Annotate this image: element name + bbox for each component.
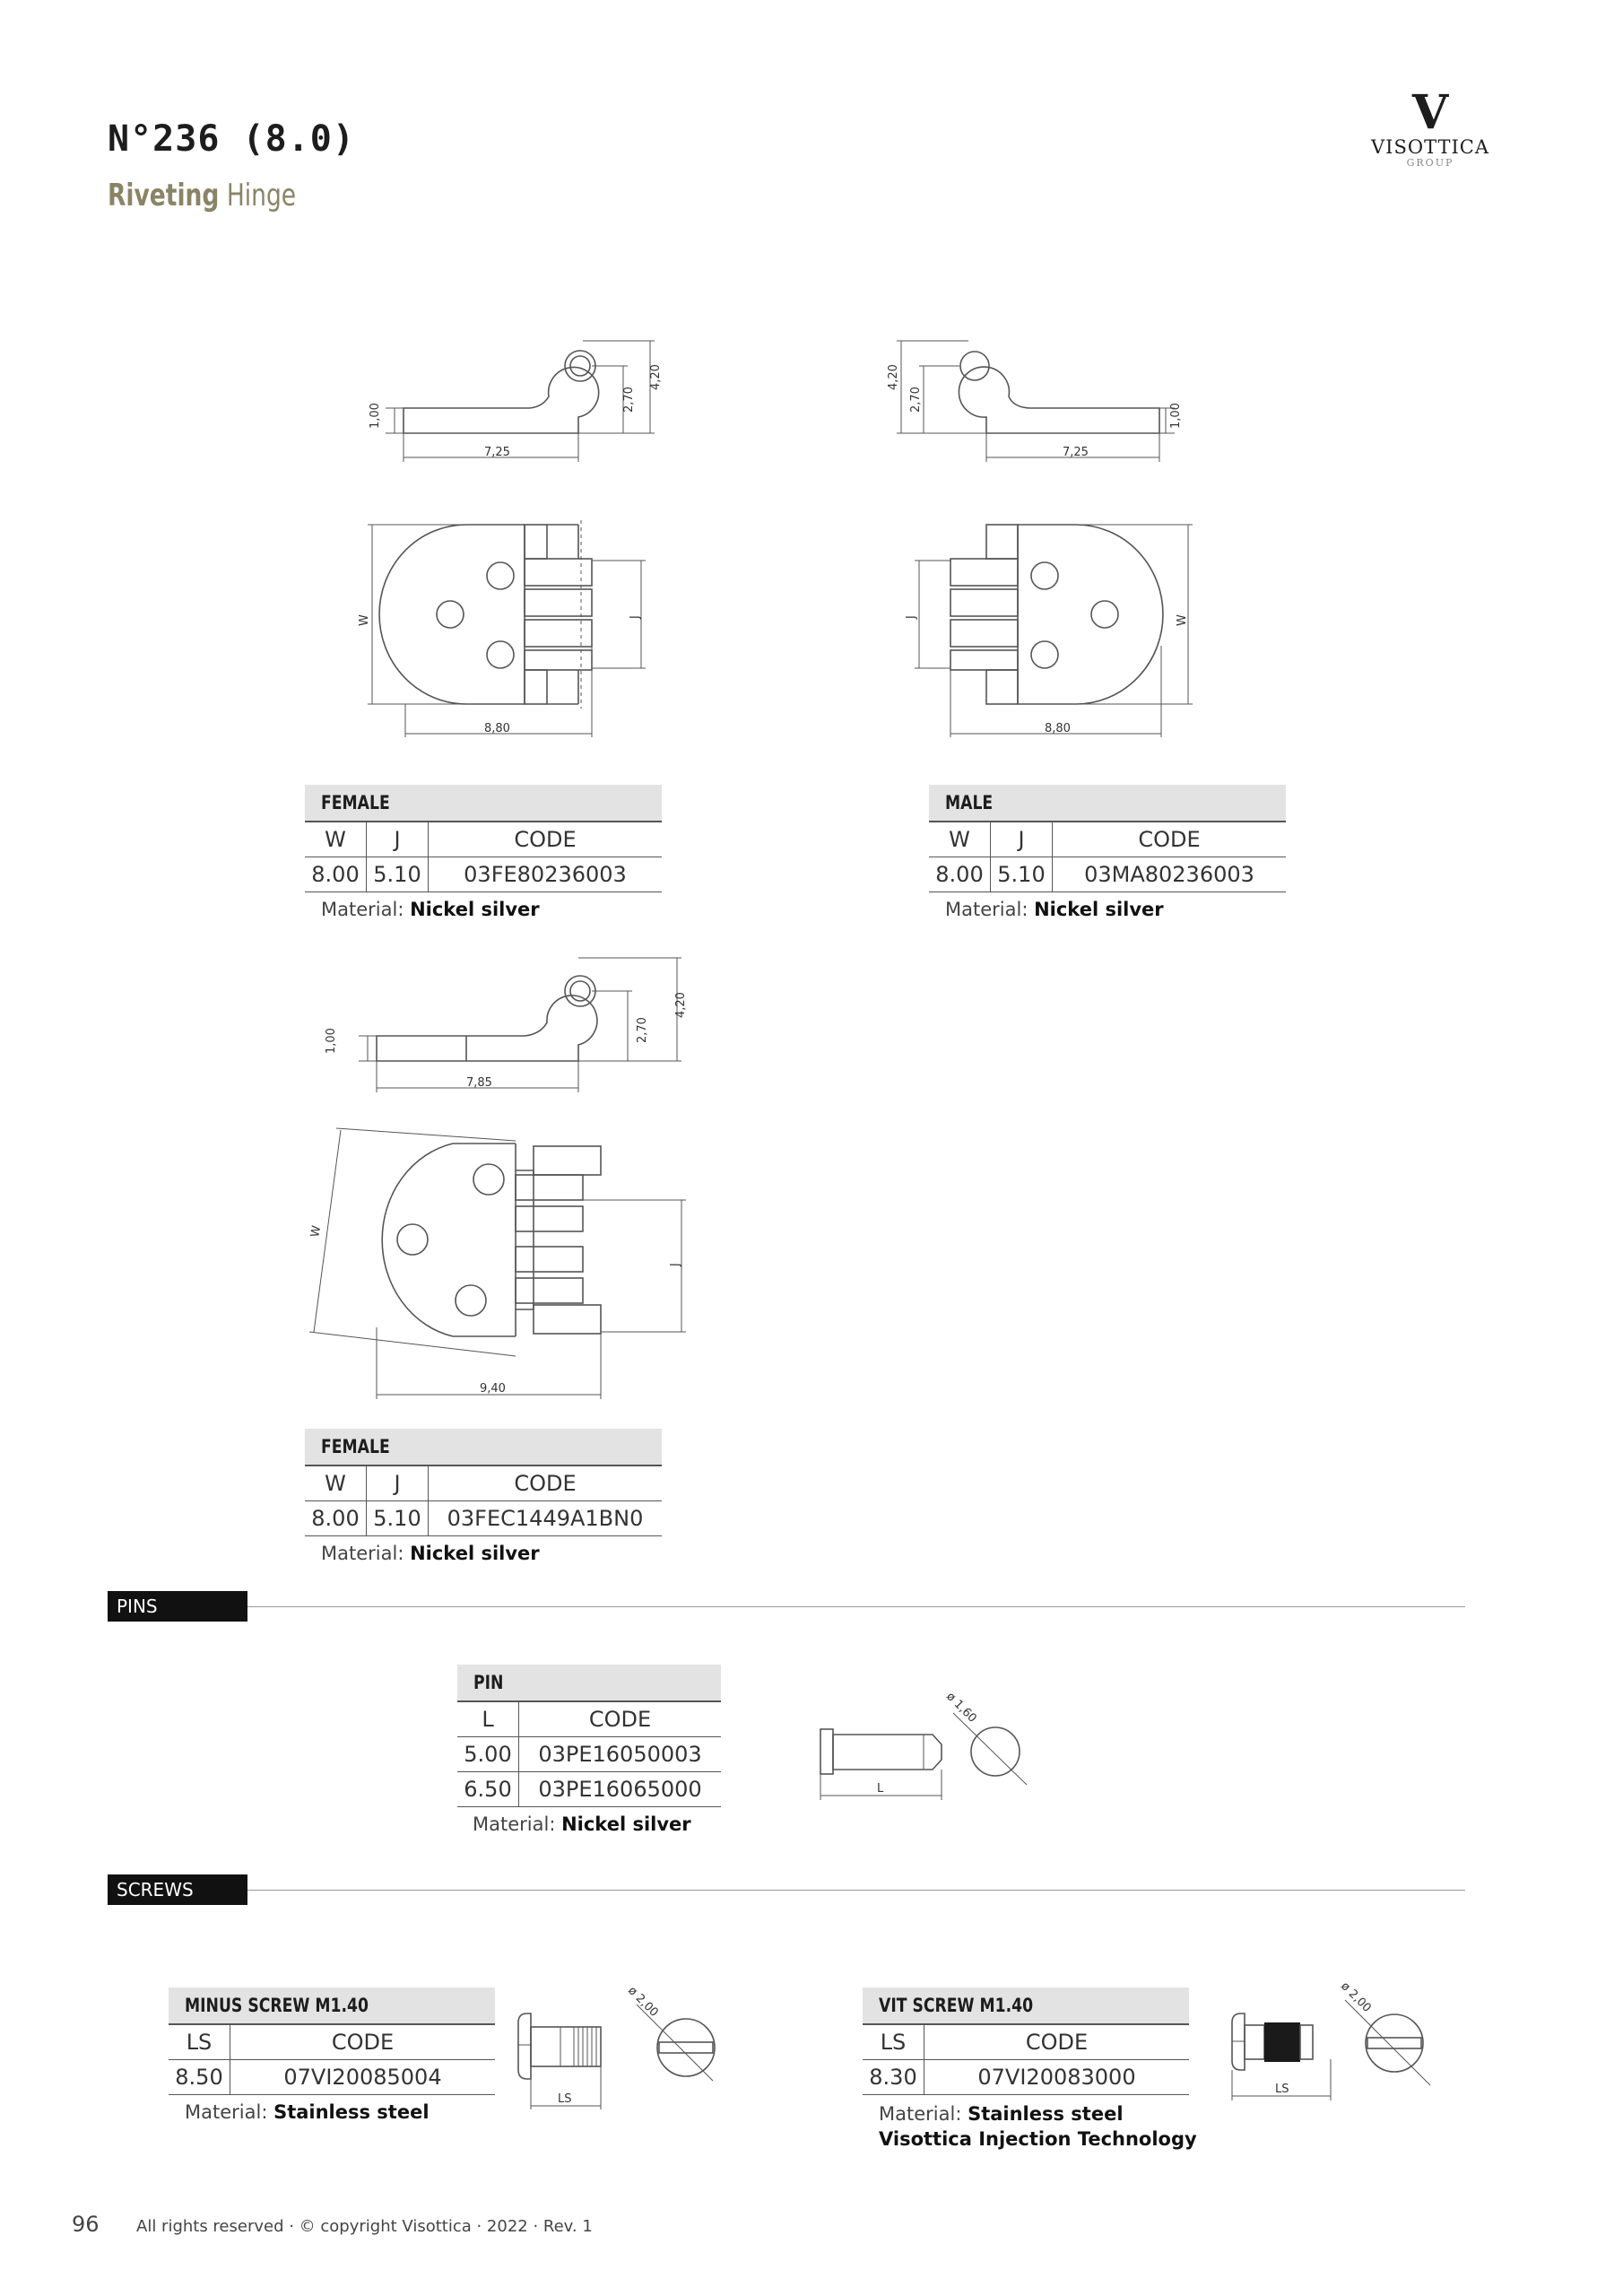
col-header: LS: [169, 2024, 230, 2060]
dim-thickness: 1,00: [325, 1028, 338, 1054]
col-header: J: [367, 1465, 429, 1501]
page-subtitle: [108, 178, 296, 213]
vit-screw-material: Material: Stainless steel Visottica Injection Technology: [879, 2103, 1197, 2150]
dim-b: 4,20: [887, 364, 900, 390]
section-label-pins: PINS: [108, 1591, 247, 1622]
table-row: [305, 1501, 662, 1536]
vit-screw-table: [863, 1987, 1189, 2095]
table-row: 6.50 03PE16065000: [457, 1772, 721, 1807]
col-header: CODE: [429, 822, 663, 857]
logo-group: GROUP: [1406, 157, 1454, 169]
screw-diameter: ø 2,00: [625, 1984, 661, 2020]
logo-mark: V: [1411, 85, 1449, 140]
section-divider: [247, 1890, 1465, 1891]
female-variant-top-drawing: [300, 1121, 695, 1399]
dim-bottom: 9,40: [480, 1382, 506, 1396]
female-variant-side-drawing: [318, 946, 695, 1099]
screw-diameter: ø 2,00: [1338, 1979, 1374, 2015]
col-header: CODE: [1053, 822, 1287, 857]
cell-j: 5.10: [367, 1501, 429, 1536]
dim-W: W: [358, 614, 371, 626]
table-row: 5.00 03PE16050003: [457, 1737, 721, 1772]
minus-screw-material: Material: Stainless steel: [185, 2101, 430, 2123]
dim-a: 2,70: [909, 387, 923, 413]
dim-length: 7,25: [484, 446, 510, 459]
cell-code: 03FE80236003: [429, 857, 663, 892]
table-title: MALE: [945, 792, 994, 813]
col-header: CODE: [924, 2024, 1190, 2060]
male-top-drawing: [897, 511, 1228, 753]
dim-W: W: [1176, 614, 1189, 626]
dim-bottom: 8,80: [1045, 722, 1071, 735]
dim-b: 4,20: [649, 364, 663, 390]
table-title: VIT SCREW M1.40: [879, 1995, 1034, 2016]
female-top-drawing: [350, 511, 681, 753]
col-header: CODE: [230, 2024, 496, 2060]
table-title: PIN: [473, 1672, 504, 1693]
table-row: [929, 857, 1286, 892]
cell-w: 8.00: [305, 857, 367, 892]
minus-screw-drawing: [511, 1973, 735, 2112]
female-side-drawing: [359, 323, 681, 466]
table-row: 8.30 07VI20083000: [863, 2060, 1189, 2095]
minus-screw-table: [169, 1987, 495, 2095]
table-title: MINUS SCREW M1.40: [185, 1995, 369, 2016]
page-number: 96: [72, 2212, 100, 2237]
section-divider: [247, 1606, 1465, 1607]
screw-length: LS: [558, 2092, 572, 2106]
logo-word: VISOTTICA: [1371, 136, 1489, 158]
dim-thickness: 1,00: [369, 403, 382, 429]
dim-W: W: [308, 1224, 325, 1239]
female-table-1: [305, 785, 662, 892]
female1-material: Material: Nickel silver: [321, 899, 540, 920]
cell-j: 5.10: [367, 857, 429, 892]
dim-J: J: [629, 615, 642, 619]
dim-length: 7,25: [1063, 446, 1089, 459]
col-header: J: [367, 822, 429, 857]
col-header: W: [305, 822, 367, 857]
screw-length: LS: [1275, 2083, 1289, 2096]
dim-bottom: 8,80: [484, 722, 510, 735]
subtitle-light: Hinge: [226, 178, 297, 213]
table-row: 8.50 07VI20085004: [169, 2060, 495, 2095]
dim-b: 4,20: [674, 992, 688, 1018]
subtitle-bold: Riveting: [108, 178, 220, 213]
dim-J: J: [669, 1263, 682, 1266]
male-material: Material: Nickel silver: [945, 899, 1164, 920]
cell-w: 8.00: [929, 857, 991, 892]
male-side-drawing: [879, 323, 1202, 466]
dim-a: 2,70: [622, 387, 636, 413]
pin-table: [457, 1665, 721, 1807]
vit-technology-note: Visottica Injection Technology: [879, 2128, 1197, 2150]
col-header: W: [929, 822, 991, 857]
copyright: All rights reserved · © copyright Visottica · 2022 · Rev. 1: [136, 2217, 593, 2236]
male-table: [929, 785, 1286, 892]
cell-code: 03MA80236003: [1053, 857, 1287, 892]
cell-code: 03FEC1449A1BN0: [429, 1501, 663, 1536]
dim-a: 2,70: [636, 1017, 649, 1043]
cell-j: 5.10: [991, 857, 1053, 892]
col-header: W: [305, 1465, 367, 1501]
pin-length: L: [877, 1782, 884, 1796]
cell-w: 8.00: [305, 1501, 367, 1536]
female-table-2: [305, 1429, 662, 1536]
female2-material: Material: Nickel silver: [321, 1543, 540, 1564]
pin-diameter: ø 1,60: [943, 1690, 979, 1726]
table-row: [305, 857, 662, 892]
section-label-screws: SCREWS: [108, 1874, 247, 1905]
pin-material: Material: Nickel silver: [473, 1813, 691, 1835]
col-header: CODE: [519, 1701, 722, 1737]
visottica-logo: [1363, 85, 1497, 169]
vit-screw-drawing: [1219, 1973, 1444, 2112]
page-title: N°236 (8.0): [108, 118, 355, 160]
table-title: FEMALE: [321, 792, 390, 813]
pin-drawing: [807, 1677, 1040, 1812]
dim-thickness: 1,00: [1169, 403, 1183, 429]
col-header: CODE: [429, 1465, 663, 1501]
injection-thread: [1264, 2022, 1300, 2062]
col-header: J: [991, 822, 1053, 857]
dim-J: J: [905, 615, 918, 619]
col-header: LS: [863, 2024, 924, 2060]
dim-length: 7,85: [466, 1076, 492, 1090]
table-title: FEMALE: [321, 1436, 390, 1457]
col-header: L: [457, 1701, 519, 1737]
